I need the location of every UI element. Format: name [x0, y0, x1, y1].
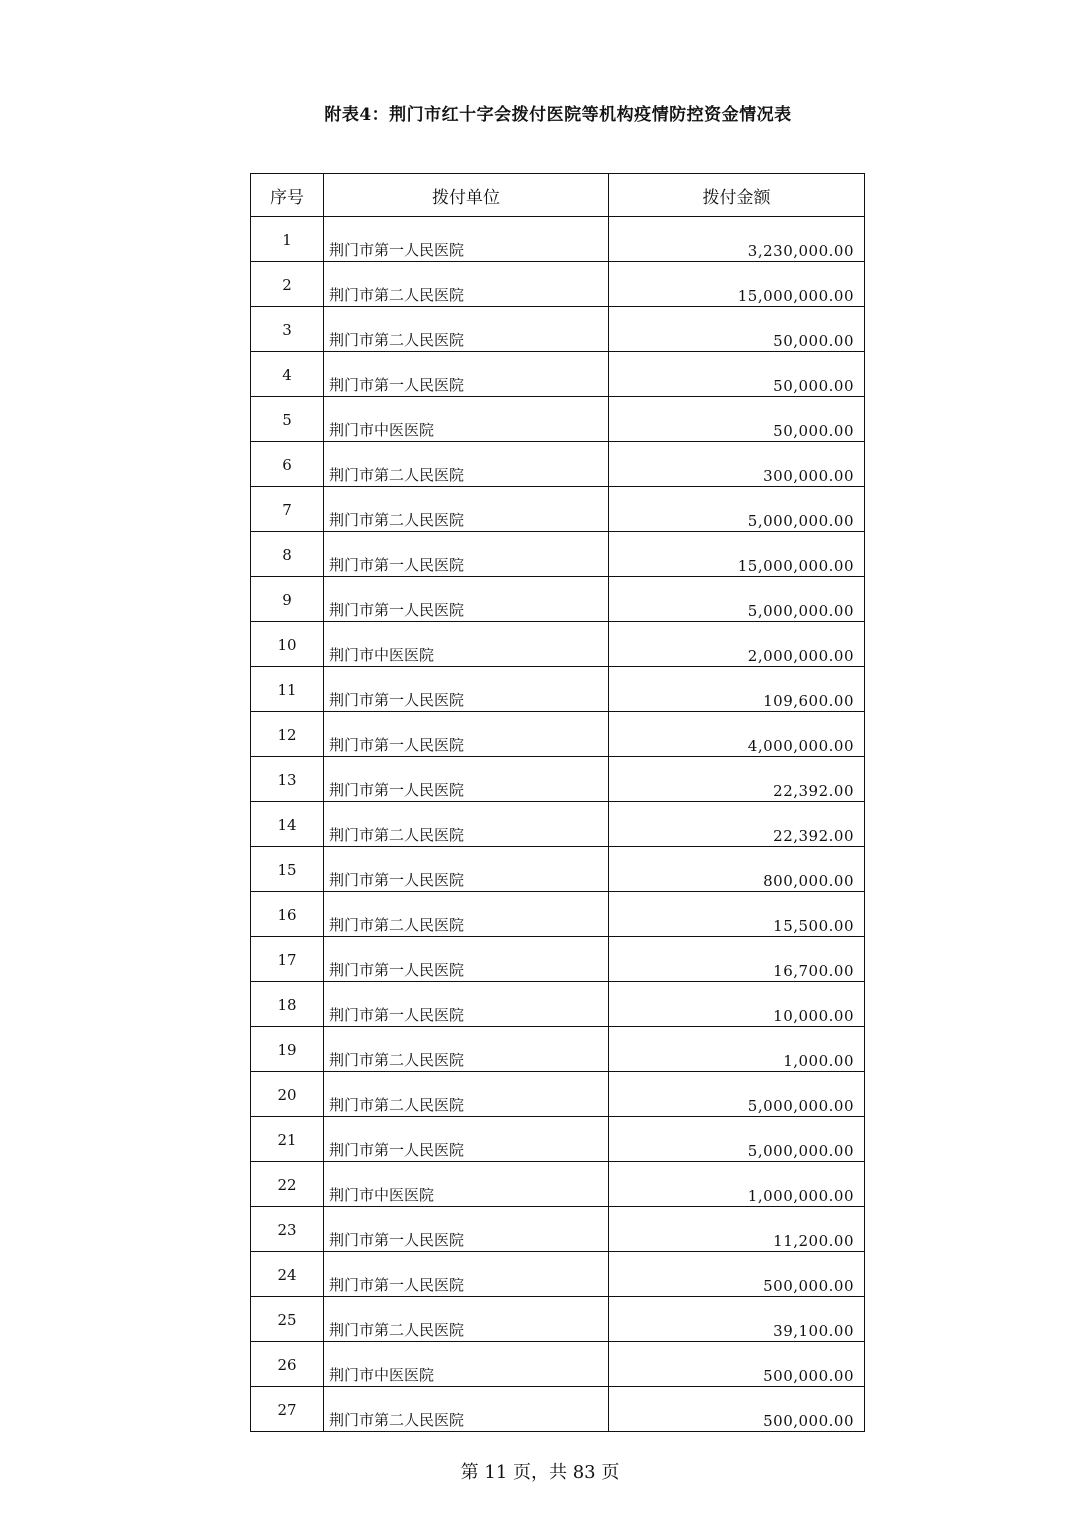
row-amount: 10,000.00 — [609, 982, 865, 1027]
row-unit: 荆门市第一人民医院 — [324, 352, 609, 397]
row-amount: 22,392.00 — [609, 757, 865, 802]
table-row — [251, 1027, 865, 1072]
row-unit: 荆门市第一人民医院 — [324, 757, 609, 802]
table-row — [251, 1252, 865, 1297]
row-amount: 5,000,000.00 — [609, 1072, 865, 1117]
row-amount: 50,000.00 — [609, 397, 865, 442]
row-number: 8 — [251, 532, 324, 577]
row-number: 15 — [251, 847, 324, 892]
row-amount: 15,500.00 — [609, 892, 865, 937]
row-number: 12 — [251, 712, 324, 757]
table-row — [251, 622, 865, 667]
row-number: 3 — [251, 307, 324, 352]
row-amount: 15,000,000.00 — [609, 262, 865, 307]
table-row — [251, 307, 865, 352]
row-unit: 荆门市第二人民医院 — [324, 262, 609, 307]
row-number: 4 — [251, 352, 324, 397]
row-number: 22 — [251, 1162, 324, 1207]
table-row — [251, 1207, 865, 1252]
row-number: 26 — [251, 1342, 324, 1387]
row-number: 19 — [251, 1027, 324, 1072]
row-number: 16 — [251, 892, 324, 937]
row-number: 14 — [251, 802, 324, 847]
row-number: 5 — [251, 397, 324, 442]
row-number: 21 — [251, 1117, 324, 1162]
row-unit: 荆门市第一人民医院 — [324, 667, 609, 712]
table-header-row — [251, 174, 865, 217]
row-amount: 2,000,000.00 — [609, 622, 865, 667]
row-unit: 荆门市中医医院 — [324, 1342, 609, 1387]
row-unit: 荆门市中医医院 — [324, 1162, 609, 1207]
row-amount: 500,000.00 — [609, 1342, 865, 1387]
table-row — [251, 667, 865, 712]
row-number: 9 — [251, 577, 324, 622]
row-amount: 15,000,000.00 — [609, 532, 865, 577]
row-unit: 荆门市第一人民医院 — [324, 1207, 609, 1252]
table-row — [251, 397, 865, 442]
table-row — [251, 352, 865, 397]
table-row — [251, 1297, 865, 1342]
row-unit: 荆门市中医医院 — [324, 622, 609, 667]
row-unit: 荆门市第一人民医院 — [324, 1252, 609, 1297]
table-row — [251, 892, 865, 937]
row-unit: 荆门市第二人民医院 — [324, 487, 609, 532]
row-number: 1 — [251, 217, 324, 262]
table-row — [251, 1342, 865, 1387]
column-header-amount: 拨付金额 — [609, 174, 865, 217]
row-amount: 300,000.00 — [609, 442, 865, 487]
row-unit: 荆门市第一人民医院 — [324, 847, 609, 892]
row-number: 6 — [251, 442, 324, 487]
row-number: 7 — [251, 487, 324, 532]
table-row — [251, 577, 865, 622]
row-number: 10 — [251, 622, 324, 667]
row-unit: 荆门市第一人民医院 — [324, 577, 609, 622]
table-row — [251, 1117, 865, 1162]
row-amount: 4,000,000.00 — [609, 712, 865, 757]
column-header-unit: 拨付单位 — [324, 174, 609, 217]
row-amount: 500,000.00 — [609, 1252, 865, 1297]
row-number: 23 — [251, 1207, 324, 1252]
table-row — [251, 1387, 865, 1432]
row-amount: 800,000.00 — [609, 847, 865, 892]
row-number: 20 — [251, 1072, 324, 1117]
row-amount: 22,392.00 — [609, 802, 865, 847]
table-row — [251, 532, 865, 577]
table-row — [251, 442, 865, 487]
row-amount: 16,700.00 — [609, 937, 865, 982]
row-number: 17 — [251, 937, 324, 982]
row-unit: 荆门市第一人民医院 — [324, 937, 609, 982]
table-row — [251, 262, 865, 307]
row-unit: 荆门市第一人民医院 — [324, 982, 609, 1027]
row-number: 25 — [251, 1297, 324, 1342]
row-number: 24 — [251, 1252, 324, 1297]
table-row — [251, 1072, 865, 1117]
column-header-seq: 序号 — [251, 174, 324, 217]
row-unit: 荆门市中医医院 — [324, 397, 609, 442]
table-body — [251, 217, 865, 1432]
row-number: 27 — [251, 1387, 324, 1432]
row-unit: 荆门市第一人民医院 — [324, 217, 609, 262]
document-title: 附表4：荆门市红十字会拨付医院等机构疫情防控资金情况表 — [324, 105, 792, 125]
table-row — [251, 712, 865, 757]
row-unit: 荆门市第二人民医院 — [324, 802, 609, 847]
row-amount: 5,000,000.00 — [609, 487, 865, 532]
row-number: 18 — [251, 982, 324, 1027]
row-amount: 11,200.00 — [609, 1207, 865, 1252]
table-row — [251, 937, 865, 982]
row-amount: 1,000.00 — [609, 1027, 865, 1072]
row-number: 11 — [251, 667, 324, 712]
row-unit: 荆门市第二人民医院 — [324, 1297, 609, 1342]
row-amount: 50,000.00 — [609, 307, 865, 352]
row-amount: 39,100.00 — [609, 1297, 865, 1342]
table-row — [251, 217, 865, 262]
table-row — [251, 487, 865, 532]
row-unit: 荆门市第一人民医院 — [324, 1117, 609, 1162]
row-amount: 5,000,000.00 — [609, 577, 865, 622]
funds-table — [250, 173, 865, 1432]
row-amount: 5,000,000.00 — [609, 1117, 865, 1162]
table-row — [251, 1162, 865, 1207]
row-unit: 荆门市第二人民医院 — [324, 892, 609, 937]
row-unit: 荆门市第二人民医院 — [324, 442, 609, 487]
row-number: 2 — [251, 262, 324, 307]
table-row — [251, 847, 865, 892]
row-unit: 荆门市第二人民医院 — [324, 1387, 609, 1432]
row-unit: 荆门市第二人民医院 — [324, 1072, 609, 1117]
row-amount: 3,230,000.00 — [609, 217, 865, 262]
table-row — [251, 757, 865, 802]
page-footer: 第 11 页，共 83 页 — [460, 1462, 620, 1483]
table-row — [251, 982, 865, 1027]
row-unit: 荆门市第一人民医院 — [324, 712, 609, 757]
row-amount: 1,000,000.00 — [609, 1162, 865, 1207]
row-amount: 50,000.00 — [609, 352, 865, 397]
table-row — [251, 802, 865, 847]
row-unit: 荆门市第二人民医院 — [324, 1027, 609, 1072]
row-amount: 109,600.00 — [609, 667, 865, 712]
row-amount: 500,000.00 — [609, 1387, 865, 1432]
row-unit: 荆门市第一人民医院 — [324, 532, 609, 577]
row-number: 13 — [251, 757, 324, 802]
row-unit: 荆门市第二人民医院 — [324, 307, 609, 352]
